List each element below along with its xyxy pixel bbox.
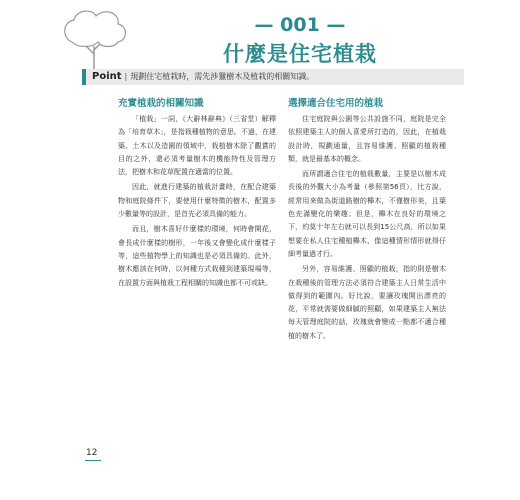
right-column-heading: 選擇適合住宅用的植栽 xyxy=(288,98,384,109)
left-paragraph: 「植栽」一詞，《大辭林辭典》（三省堂）解釋為「培育草木」，是指栽種植物的意思。不過，在建築、土木以及造園的領域中，栽植樹木除了觀賞的目的之外，還必須考量樹木的機能特性及管理方法，把樹木和花草配置在適當的位置。 xyxy=(118,115,276,177)
right-column xyxy=(288,95,446,345)
left-paragraph: 因此，就進行建築的植栽計畫時，在配合建築物和庭院條件下，要使用什麼特徵的樹木，配置多少數量等的設計，是首先必須具備的能力。 xyxy=(118,183,276,219)
point-label: Point xyxy=(92,71,122,82)
page-title: 什麼是住宅植栽 xyxy=(223,42,377,66)
point-separator: | xyxy=(124,72,128,81)
left-column xyxy=(118,95,276,292)
section-number: — 001 — xyxy=(254,14,346,36)
right-paragraph: 另外，容易維護、照顧的植栽，指的則是樹木在栽種後的管理方法必須符合建築主人日常生活中做得到的範圍內。好比說，要讓玫瑰開出漂亮的花，平常就需要做細膩的照顧，如果建築主人無法每天管理庭院的話，玫瑰就會變成一點都不適合種植的樹木了。 xyxy=(288,265,446,340)
page-number: 12 xyxy=(86,448,98,458)
left-paragraph: 而且，樹木喜好什麼樣的環境，何時會開花，會長成什麼樣的樹形，一年後又會變化成什麼樣子等，這些植物學上的知識也是必須具備的。此外，樹木應該在何時，以何種方式栽種到建築現場等，在設置方面與植栽工程相關的知識也都不可或缺。 xyxy=(118,225,276,287)
left-column-heading: 充實植栽的相關知識 xyxy=(118,98,204,109)
point-text: 規劃住宅植栽時，需先涉獵樹木及植栽的相關知識。 xyxy=(130,72,315,81)
point-summary-bar xyxy=(82,69,464,85)
right-paragraph: 而所謂適合住宅的植栽數量，主要是以樹木成長後的外觀大小為考量（參照第56頁），比方說，經常用來做為街道路樹的櫸木，不僅樹形美，且葉色充滿變化的樂趣；但是，櫸木在良好的環境之下，約莫十年左右就可以長到15公尺高，所以如果想要在私人住宅種植櫸木，像這種情形情形就得仔細考量過才行。 xyxy=(288,170,446,258)
page-number-underline xyxy=(85,460,101,461)
right-paragraph: 住宅庭院與公園等公共設施不同，庭院是完全依照建築主人的個人喜愛所打造的，因此，在植栽設計時，規劃通量，且容易維護、照顧的植栽種類，就是最基本的概念。 xyxy=(288,115,446,163)
